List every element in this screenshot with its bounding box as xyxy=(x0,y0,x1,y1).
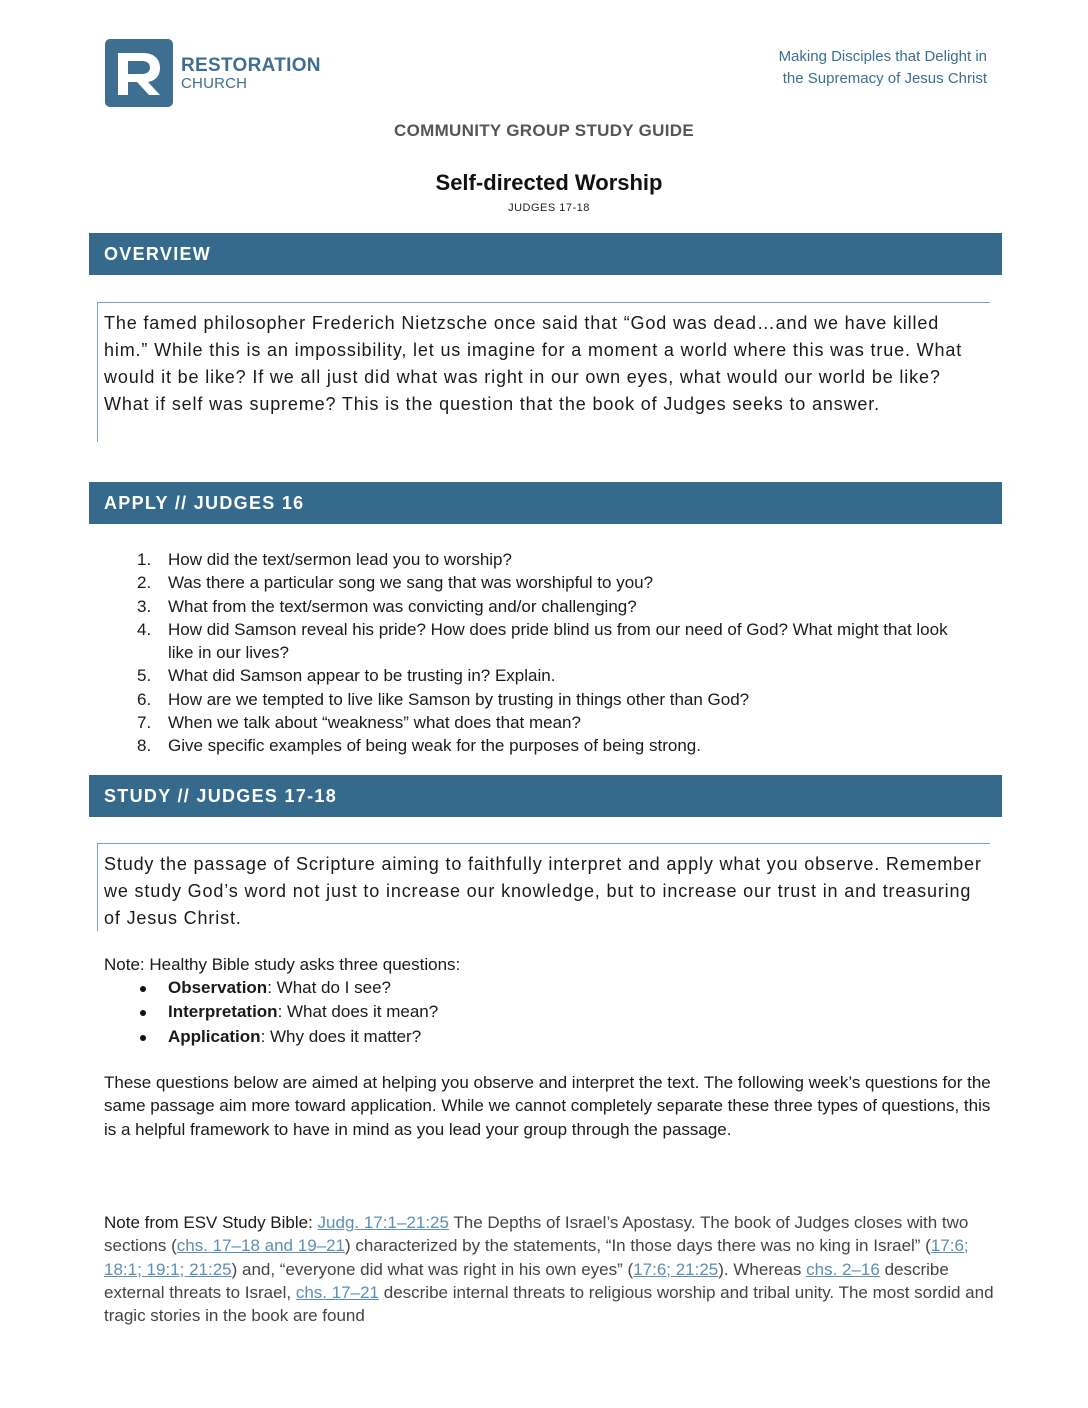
bullet-text: : What do I see? xyxy=(267,978,391,997)
study-intro: Study the passage of Scripture aiming to faithfully interpret and apply what you observe. Remember we study God’s word not just to increase our knowledge, but to increase our trust in and treasuring of Jesus Christ. xyxy=(97,843,990,931)
apply-heading: APPLY // JUDGES 16 xyxy=(89,482,1002,524)
link-verses-own-eyes[interactable]: 17:6; 21:25 xyxy=(633,1259,719,1279)
bullet-term: Application xyxy=(168,1026,261,1046)
list-item xyxy=(140,1000,438,1024)
bullet-icon xyxy=(140,1035,146,1041)
item-text: What from the text/sermon was convicting and/or challenging? xyxy=(168,596,637,616)
esv-note xyxy=(104,1211,994,1327)
esv-text: ). Whereas xyxy=(718,1259,807,1279)
item-number: 7. xyxy=(137,713,152,733)
link-judges-17-21[interactable]: Judg. 17:1–21:25 xyxy=(317,1213,449,1232)
logo-line2: CHURCH xyxy=(181,74,248,92)
church-logo xyxy=(105,39,321,107)
framework-paragraph: These questions below are aimed at helping you observe and interpret the text. The following week’s questions for the same passage aim more toward application. While we cannot completely separate these three types of questions, this is a helpful framework to have in mind as you lead your group through the passage. xyxy=(104,1073,991,1139)
link-chs-17-21[interactable]: chs. 17–21 xyxy=(295,1282,380,1302)
note-lead: Note: Healthy Bible study asks three questions: xyxy=(104,955,461,974)
item-text: How did Samson reveal his pride? How does pride blind us from our need of God? What might that look like in our lives? xyxy=(168,619,948,663)
link-verses-no-king[interactable]: 17:6; 18:1; 19:1; 21:25 xyxy=(104,1236,969,1279)
study-heading: STUDY // JUDGES 17-18 xyxy=(89,775,1002,817)
list-item xyxy=(137,734,957,757)
bullet-text: : What does it mean? xyxy=(277,1002,439,1022)
item-text: Give specific examples of being weak for the purposes of being strong. xyxy=(168,736,701,756)
list-item xyxy=(137,571,957,594)
item-number: 8. xyxy=(137,736,152,756)
logo-line1: RESTORATION xyxy=(181,54,321,76)
item-text: How did the text/sermon lead you to worship? xyxy=(168,550,512,569)
overview-heading: OVERVIEW xyxy=(89,233,1002,275)
esv-text: describe external threats to Israel, xyxy=(104,1259,949,1302)
item-text: Was there a particular song we sang that was worshipful to you? xyxy=(168,573,654,593)
item-number: 3. xyxy=(137,596,152,616)
item-number: 2. xyxy=(137,573,152,593)
item-text: When we talk about “weakness” what does that mean? xyxy=(168,713,581,733)
bullet-icon xyxy=(140,986,146,992)
item-text: How are we tempted to live like Samson by trusting in things other than God? xyxy=(168,689,750,709)
esv-text: ) and, “everyone did what was right in his own eyes” ( xyxy=(231,1259,634,1279)
study-questions-list xyxy=(140,976,438,1049)
list-item xyxy=(140,976,438,1000)
list-item xyxy=(140,1025,438,1049)
list-item xyxy=(137,711,957,734)
esv-text: The Depths of Israel’s Apostasy. The book of Judges closes with two sections ( xyxy=(104,1213,969,1256)
esv-lead: Note from ESV Study Bible: xyxy=(104,1213,318,1232)
tagline xyxy=(779,46,987,90)
tagline-line1: Making Disciples that Delight in xyxy=(778,48,987,65)
item-number: 1. xyxy=(137,550,152,569)
list-item xyxy=(137,548,957,571)
esv-text: describe internal threats to religious worship and tribal unity. The most sordid and tragic stories in the book are found xyxy=(104,1282,994,1326)
guide-title: COMMUNITY GROUP STUDY GUIDE xyxy=(394,121,694,140)
page-title: Self-directed Worship xyxy=(435,170,663,195)
bullet-term: Observation xyxy=(168,978,268,997)
item-text: What did Samson appear to be trusting in? Explain. xyxy=(168,666,556,686)
list-item xyxy=(137,688,957,711)
list-item xyxy=(137,664,957,687)
tagline-line2: the Supremacy of Jesus Christ xyxy=(782,70,987,87)
page-subtitle: JUDGES 17-18 xyxy=(508,202,590,214)
list-item xyxy=(137,618,957,665)
esv-text: ) characterized by the statements, “In those days there was no king in Israel” ( xyxy=(345,1236,931,1256)
item-number: 4. xyxy=(137,619,152,639)
link-chs-17-18-19-21[interactable]: chs. 17–18 and 19–21 xyxy=(176,1236,346,1256)
item-number: 6. xyxy=(137,689,152,709)
overview-text: The famed philosopher Frederich Nietzsche once said that “God was dead…and we have killed him.” While this is an impossibility, let us imagine for a moment a world where this was true. What would it be like? If we all just did what was right in our own eyes, what would our world be like? What if self was supreme? This is the question that the book of Judges seeks to answer. xyxy=(97,302,990,442)
link-chs-2-16[interactable]: chs. 2–16 xyxy=(806,1259,880,1279)
list-item xyxy=(137,595,957,618)
bullet-text: : Why does it matter? xyxy=(260,1026,422,1046)
bullet-term: Interpretation xyxy=(168,1002,278,1022)
item-number: 5. xyxy=(137,666,152,686)
apply-questions xyxy=(137,548,957,758)
bullet-icon xyxy=(140,1010,146,1016)
r-logo-icon xyxy=(105,39,173,107)
